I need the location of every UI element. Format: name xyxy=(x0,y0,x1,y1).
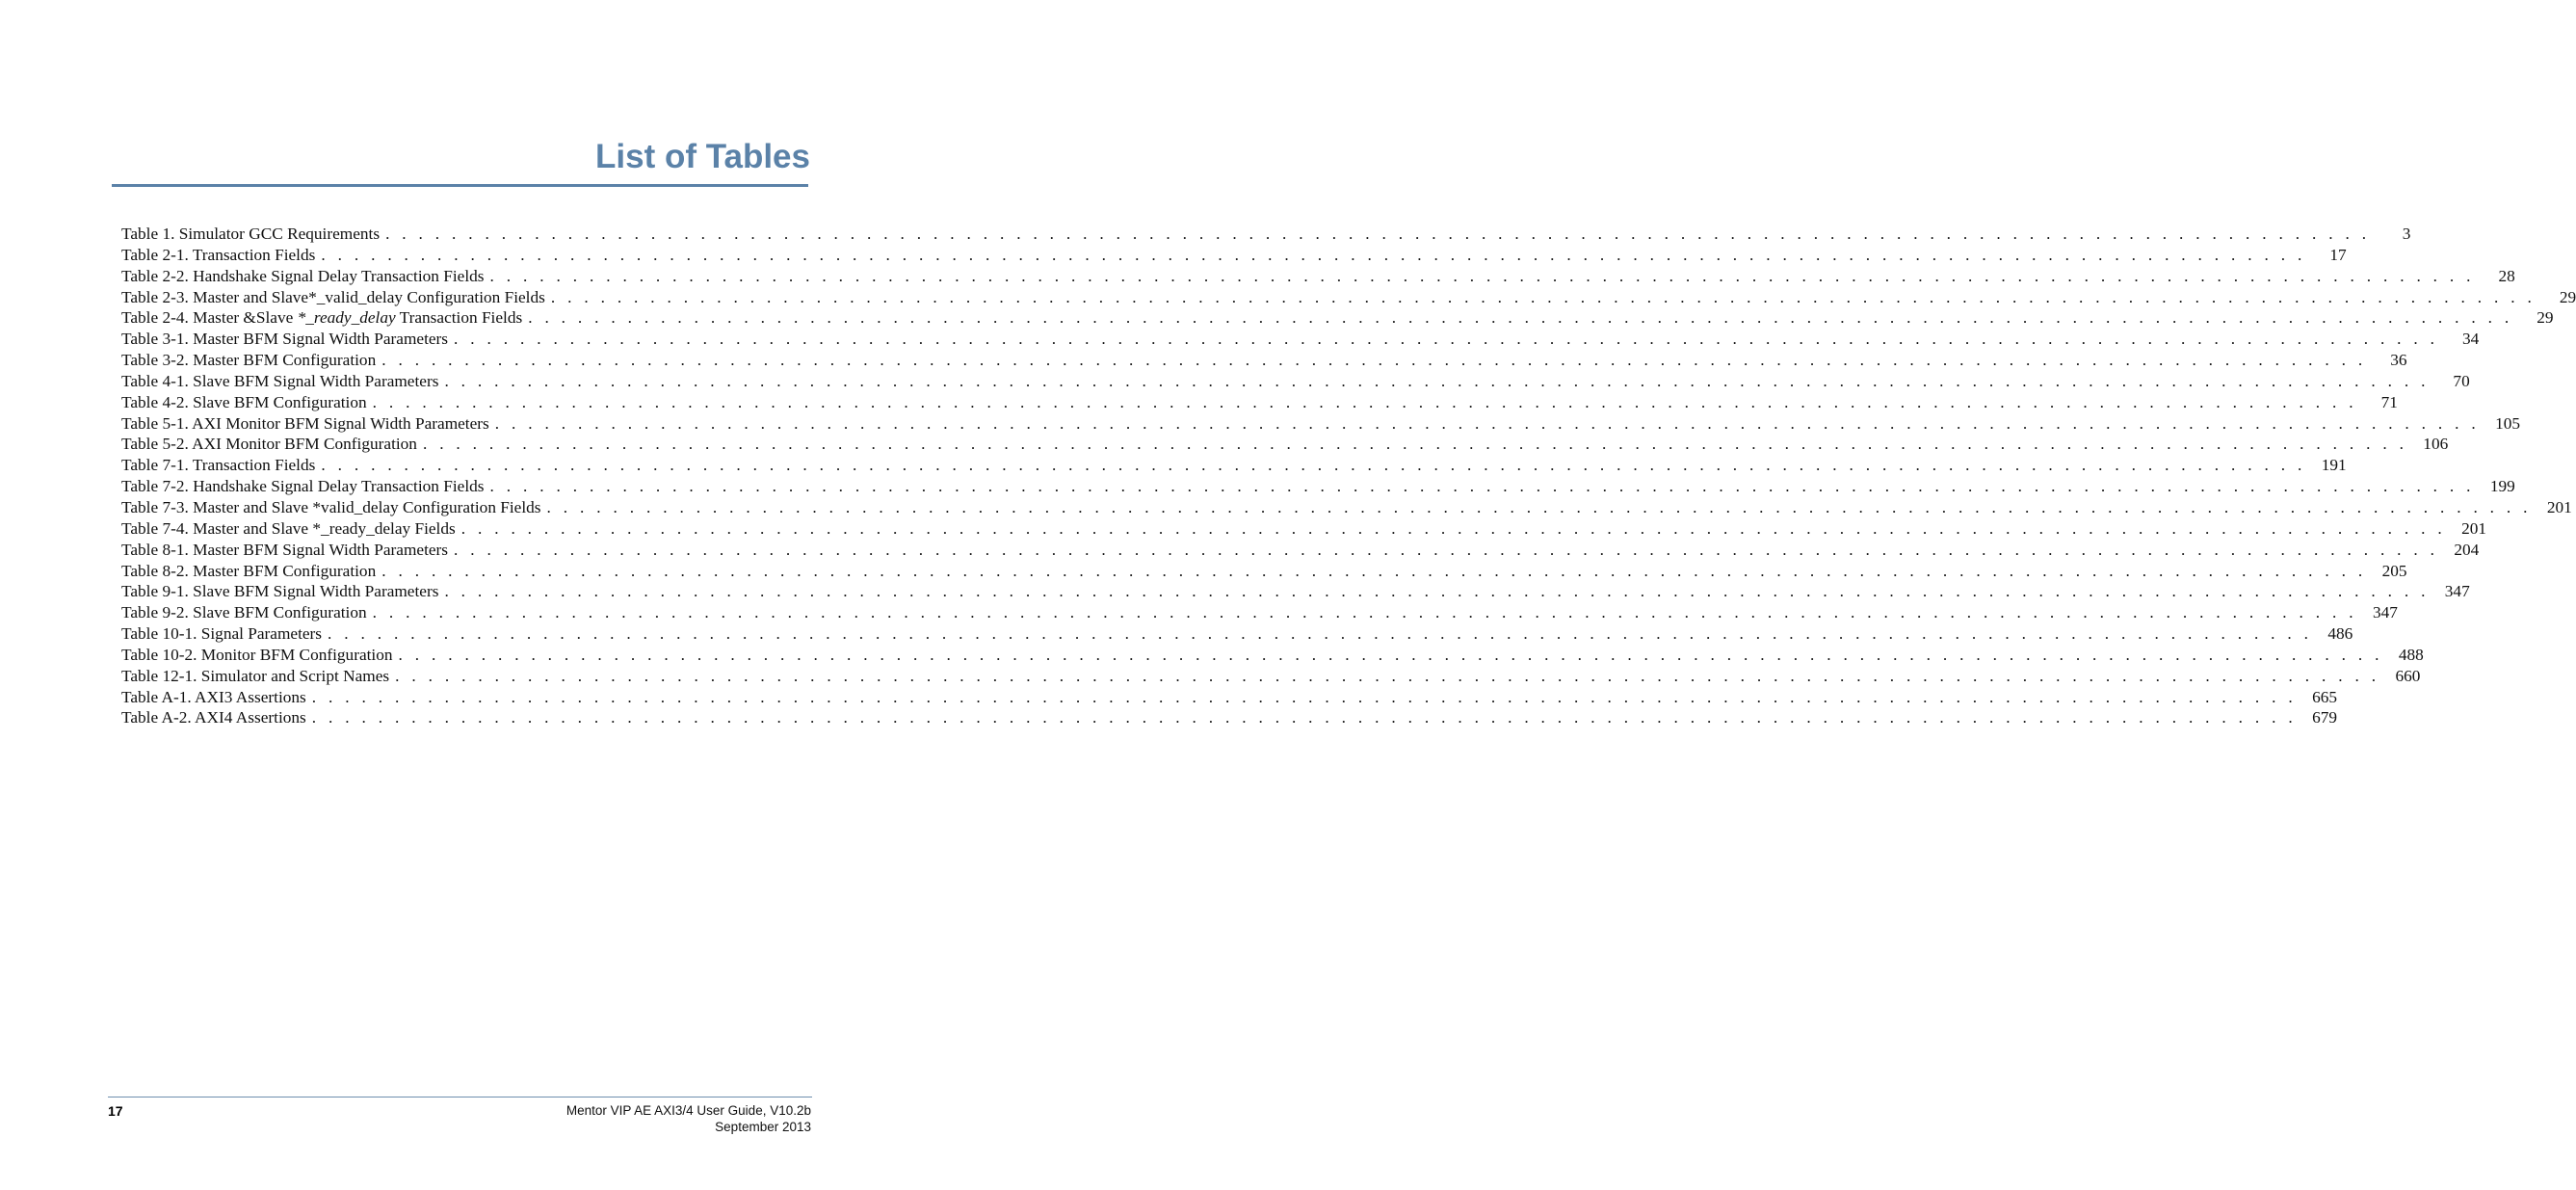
toc-entry-label: Table 9-1. Slave BFM Signal Width Parameters xyxy=(121,582,439,601)
toc-entry[interactable] xyxy=(121,392,2398,413)
toc-entry[interactable] xyxy=(121,434,2449,455)
toc-entry-page: 347 xyxy=(2444,582,2470,601)
toc-entry[interactable] xyxy=(121,476,2515,497)
toc-entry-page: 106 xyxy=(2423,435,2449,454)
toc-entry[interactable] xyxy=(121,645,2424,666)
toc-entry-page: 29 xyxy=(2559,287,2576,306)
toc-dot-leader: . . . . . . . . . . . . . . . . . . . . . . . . . . . . . . . . . . . . . . . . . . . . . . . . . . . . . . . . . . . . . . . . . . . . . . . . . . . . . . . . . . . . . . . . . . . . . . . . . . . . . . . . . . . . . . . . . . . . . . . . xyxy=(398,645,2383,664)
toc-entry-page: 70 xyxy=(2453,371,2470,390)
toc-entry-page: 17 xyxy=(2329,245,2347,264)
toc-entry-label: Table 9-2. Slave BFM Configuration xyxy=(121,603,367,622)
toc-entry[interactable] xyxy=(121,707,2338,728)
toc-entry[interactable] xyxy=(121,666,2421,687)
toc-entry-page: 347 xyxy=(2372,603,2398,622)
footer-doc-title: Mentor VIP AE AXI3/4 User Guide, V10.2b xyxy=(565,1103,811,1118)
toc-dot-leader: . . . . . . . . . . . . . . . . . . . . . . . . . . . . . . . . . . . . . . . . . . . . . . . . . . . . . . . . . . . . . . . . . . . . . . . . . . . . . . . . . . . . . . . . . . . . . . . . . . . . . . . . . . . . . . . . . . . . . . . . xyxy=(454,540,2439,559)
toc-dot-leader: . . . . . . . . . . . . . . . . . . . . . . . . . . . . . . . . . . . . . . . . . . . . . . . . . . . . . . . . . . . . . . . . . . . . . . . . . . . . . . . . . . . . . . . . . . . . . . . . . . . . . . . . . . . . . . . . . . . . . . . . xyxy=(381,351,2367,370)
toc-entry-label: Table 3-1. Master BFM Signal Width Parameters xyxy=(121,330,449,349)
toc-entry-label: Table 10-2. Monitor BFM Configuration xyxy=(121,645,393,664)
toc-entry[interactable] xyxy=(121,224,2411,245)
toc-entry-page: 205 xyxy=(2381,561,2407,580)
toc-entry-label: Table 10-1. Signal Parameters xyxy=(121,624,323,644)
footer-doc-info xyxy=(566,1102,811,1135)
toc-entry[interactable] xyxy=(121,455,2347,476)
toc-dot-leader: . . . . . . . . . . . . . . . . . . . . . . . . . . . . . . . . . . . . . . . . . . . . . . . . . . . . . . . . . . . . . . . . . . . . . . . . . . . . . . . . . . . . . . . . . . . . . . . . . . . . . . . . . . . . . . . . . . . . . . . . xyxy=(328,624,2313,644)
toc-dot-leader: . . . . . . . . . . . . . . . . . . . . . . . . . . . . . . . . . . . . . . . . . . . . . . . . . . . . . . . . . . . . . . . . . . . . . . . . . . . . . . . . . . . . . . . . . . . . . . . . . . . . . . . . . . . . . . . . . . . . . . . . xyxy=(321,245,2306,264)
toc-entry[interactable] xyxy=(121,687,2338,708)
toc-entry-page: 201 xyxy=(2546,497,2572,516)
toc-entry-page: 204 xyxy=(2454,540,2480,559)
toc-entry-label: Table 3-2. Master BFM Configuration xyxy=(121,351,377,370)
toc-entry-page: 660 xyxy=(2395,666,2421,685)
toc-entry[interactable] xyxy=(121,581,2470,602)
toc-entry[interactable] xyxy=(121,497,2572,518)
toc-entry-label: Table 7-4. Master and Slave *_ready_delay Fields xyxy=(121,518,456,538)
toc-dot-leader: . . . . . . . . . . . . . . . . . . . . . . . . . . . . . . . . . . . . . . . . . . . . . . . . . . . . . . . . . . . . . . . . . . . . . . . . . . . . . . . . . . . . . . . . . . . . . . . . . . . . . . . . . . . . . . . . . . . . . . . . xyxy=(395,666,2380,685)
toc-entry-page: 105 xyxy=(2495,413,2521,433)
toc-dot-leader: . . . . . . . . . . . . . . . . . . . . . . . . . . . . . . . . . . . . . . . . . . . . . . . . . . . . . . . . . . . . . . . . . . . . . . . . . . . . . . . . . . . . . . . . . . . . . . . . . . . . . . . . . . . . . . . . . . . . . . . . xyxy=(550,287,2537,306)
toc-dot-leader: . . . . . . . . . . . . . . . . . . . . . . . . . . . . . . . . . . . . . . . . . . . . . . . . . . . . . . . . . . . . . . . . . . . . . . . . . . . . . . . . . . . . . . . . . . . . . . . . . . . . . . . . . . . . . . . . . . . . . . . . xyxy=(372,603,2357,622)
toc-entry-page: 486 xyxy=(2327,624,2353,644)
footer-page-number: 17 xyxy=(108,1103,123,1119)
toc-entry-label: Table 12-1. Simulator and Script Names xyxy=(121,666,390,685)
toc-entry-label: Table 1. Simulator GCC Requirements xyxy=(121,225,381,243)
toc-dot-leader: . . . . . . . . . . . . . . . . . . . . . . . . . . . . . . . . . . . . . . . . . . . . . . . . . . . . . . . . . . . . . . . . . . . . . . . . . . . . . . . . . . . . . . . . . . . . . . . . . . . . . . . . . . . . . . . . . . . . . . . . xyxy=(311,687,2298,706)
title-rule xyxy=(112,184,808,187)
toc-entry-label xyxy=(121,307,528,329)
toc-dot-leader: . . . . . . . . . . . . . . . . . . . . . . . . . . . . . . . . . . . . . . . . . . . . . . . . . . . . . . . . . . . . . . . . . . . . . . . . . . . . . . . . . . . . . . . . . . . . . . . . . . . . . . . . . . . . . . . . . . . . . . . . xyxy=(489,477,2475,496)
toc-entry-label: Table 2-1. Transaction Fields xyxy=(121,245,316,264)
toc-entry[interactable] xyxy=(121,518,2486,540)
toc-entry-label-suffix: Transaction Fields xyxy=(395,308,523,328)
toc-entry-label: Table 2-2. Handshake Signal Delay Transaction Fields xyxy=(121,266,485,285)
toc-entry-page: 201 xyxy=(2461,518,2486,538)
toc-dot-leader: . . . . . . . . . . . . . . . . . . . . . . . . . . . . . . . . . . . . . . . . . . . . . . . . . . . . . . . . . . . . . . . . . . . . . . . . . . . . . . . . . . . . . . . . . . . . . . . . . . . . . . . . . . . . . . . . . . . . . . . . xyxy=(311,708,2298,727)
toc-entry-label: Table 7-1. Transaction Fields xyxy=(121,456,316,475)
toc-entry-label: Table 7-2. Handshake Signal Delay Transaction Fields xyxy=(121,477,485,496)
toc-dot-leader: . . . . . . . . . . . . . . . . . . . . . . . . . . . . . . . . . . . . . . . . . . . . . . . . . . . . . . . . . . . . . . . . . . . . . . . . . . . . . . . . . . . . . . . . . . . . . . . . . . . . . . . . . . . . . . . . . . . . . . . . xyxy=(528,308,2513,328)
toc-entry-page: 488 xyxy=(2398,645,2424,664)
toc-entry[interactable] xyxy=(121,561,2407,582)
toc-entry-label: Table 4-2. Slave BFM Configuration xyxy=(121,392,367,411)
toc-entry-label-prefix: Table 2-4. Master &Slave xyxy=(121,308,298,328)
toc-entry-label: Table 8-1. Master BFM Signal Width Parameters xyxy=(121,540,449,559)
toc-entry-label-italic: *_ready_delay xyxy=(297,308,396,328)
toc-dot-leader: . . . . . . . . . . . . . . . . . . . . . . . . . . . . . . . . . . . . . . . . . . . . . . . . . . . . . . . . . . . . . . . . . . . . . . . . . . . . . . . . . . . . . . . . . . . . . . . . . . . . . . . . . . . . . . . . . . . . . . . . xyxy=(460,518,2446,538)
toc-entry-label: Table 5-2. AXI Monitor BFM Configuration xyxy=(121,435,417,454)
list-of-tables xyxy=(121,224,2576,728)
toc-entry[interactable] xyxy=(121,287,2576,308)
toc-entry[interactable] xyxy=(121,540,2480,561)
footer-date: September 2013 xyxy=(715,1120,811,1134)
toc-entry-page: 29 xyxy=(2537,308,2554,328)
toc-dot-leader: . . . . . . . . . . . . . . . . . . . . . . . . . . . . . . . . . . . . . . . . . . . . . . . . . . . . . . . . . . . . . . . . . . . . . . . . . . . . . . . . . . . . . . . . . . . . . . . . . . . . . . . . . . . . . . . . . . . . . . . . xyxy=(546,497,2532,516)
toc-entry-label: Table A-2. AXI4 Assertions xyxy=(121,708,306,727)
toc-dot-leader: . . . . . . . . . . . . . . . . . . . . . . . . . . . . . . . . . . . . . . . . . . . . . . . . . . . . . . . . . . . . . . . . . . . . . . . . . . . . . . . . . . . . . . . . . . . . . . . . . . . . . . . . . . . . . . . . . . . . . . . . xyxy=(489,266,2475,285)
toc-entry-page: 679 xyxy=(2312,708,2338,727)
page-title: List of Tables xyxy=(595,138,810,175)
toc-entry[interactable] xyxy=(121,245,2347,266)
toc-entry-label: Table 4-1. Slave BFM Signal Width Parameters xyxy=(121,371,439,390)
toc-entry[interactable] xyxy=(121,307,2554,329)
toc-entry-page: 191 xyxy=(2321,456,2347,475)
toc-entry-label: Table 8-2. Master BFM Configuration xyxy=(121,561,377,580)
toc-entry[interactable] xyxy=(121,371,2470,392)
toc-entry[interactable] xyxy=(121,329,2480,350)
toc-entry-page: 665 xyxy=(2312,687,2338,706)
toc-entry-label: Table 5-1. AXI Monitor BFM Signal Width Parameters xyxy=(121,413,489,433)
toc-dot-leader: . . . . . . . . . . . . . . . . . . . . . . . . . . . . . . . . . . . . . . . . . . . . . . . . . . . . . . . . . . . . . . . . . . . . . . . . . . . . . . . . . . . . . . . . . . . . . . . . . . . . . . . . . . . . . . . . . . . . . . . . xyxy=(444,371,2430,390)
toc-dot-leader: . . . . . . . . . . . . . . . . . . . . . . . . . . . . . . . . . . . . . . . . . . . . . . . . . . . . . . . . . . . . . . . . . . . . . . . . . . . . . . . . . . . . . . . . . . . . . . . . . . . . . . . . . . . . . . . . . . . . . . . . xyxy=(321,456,2306,475)
toc-dot-leader: . . . . . . . . . . . . . . . . . . . . . . . . . . . . . . . . . . . . . . . . . . . . . . . . . . . . . . . . . . . . . . . . . . . . . . . . . . . . . . . . . . . . . . . . . . . . . . . . . . . . . . . . . . . . . . . . . . . . . . . . xyxy=(385,225,2371,243)
toc-entry[interactable] xyxy=(121,266,2515,287)
toc-dot-leader: . . . . . . . . . . . . . . . . . . . . . . . . . . . . . . . . . . . . . . . . . . . . . . . . . . . . . . . . . . . . . . . . . . . . . . . . . . . . . . . . . . . . . . . . . . . . . . . . . . . . . . . . . . . . . . . . . . . . . . . . xyxy=(444,582,2430,601)
toc-entry-page: 199 xyxy=(2489,477,2515,496)
toc-entry-label: Table A-1. AXI3 Assertions xyxy=(121,687,306,706)
toc-dot-leader: . . . . . . . . . . . . . . . . . . . . . . . . . . . . . . . . . . . . . . . . . . . . . . . . . . . . . . . . . . . . . . . . . . . . . . . . . . . . . . . . . . . . . . . . . . . . . . . . . . . . . . . . . . . . . . . . . . . . . . . . xyxy=(372,392,2357,411)
toc-entry[interactable] xyxy=(121,350,2407,371)
toc-dot-leader: . . . . . . . . . . . . . . . . . . . . . . . . . . . . . . . . . . . . . . . . . . . . . . . . . . . . . . . . . . . . . . . . . . . . . . . . . . . . . . . . . . . . . . . . . . . . . . . . . . . . . . . . . . . . . . . . . . . . . . . . xyxy=(381,561,2367,580)
toc-dot-leader: . . . . . . . . . . . . . . . . . . . . . . . . . . . . . . . . . . . . . . . . . . . . . . . . . . . . . . . . . . . . . . . . . . . . . . . . . . . . . . . . . . . . . . . . . . . . . . . . . . . . . . . . . . . . . . . . . . . . . . . . xyxy=(494,413,2481,433)
toc-dot-leader: . . . . . . . . . . . . . . . . . . . . . . . . . . . . . . . . . . . . . . . . . . . . . . . . . . . . . . . . . . . . . . . . . . . . . . . . . . . . . . . . . . . . . . . . . . . . . . . . . . . . . . . . . . . . . . . . . . . . . . . . xyxy=(454,330,2439,349)
toc-dot-leader: . . . . . . . . . . . . . . . . . . . . . . . . . . . . . . . . . . . . . . . . . . . . . . . . . . . . . . . . . . . . . . . . . . . . . . . . . . . . . . . . . . . . . . . . . . . . . . . . . . . . . . . . . . . . . . . . . . . . . . . . xyxy=(422,435,2408,454)
toc-entry-page: 28 xyxy=(2498,266,2515,285)
toc-entry-page: 71 xyxy=(2380,392,2398,411)
toc-entry[interactable] xyxy=(121,413,2521,435)
toc-entry-page: 36 xyxy=(2390,351,2407,370)
toc-entry-page: 3 xyxy=(2402,225,2411,243)
toc-entry[interactable] xyxy=(121,602,2398,623)
toc-entry-label: Table 7-3. Master and Slave *valid_delay Configuration Fields xyxy=(121,497,541,516)
toc-entry[interactable] xyxy=(121,623,2353,645)
toc-entry-label: Table 2-3. Master and Slave*_valid_delay Configuration Fields xyxy=(121,287,545,306)
toc-entry-page: 34 xyxy=(2462,330,2480,349)
